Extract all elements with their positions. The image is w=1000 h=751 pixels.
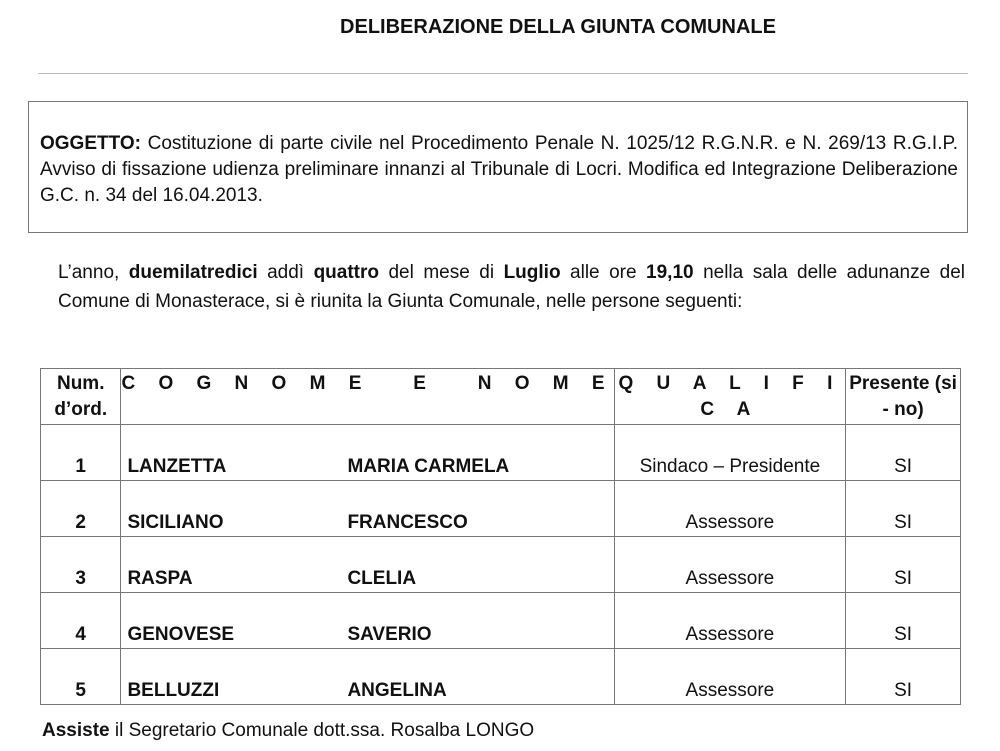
intro-text: del mese di bbox=[379, 262, 504, 283]
row-qualifica: Assessore bbox=[614, 537, 846, 593]
first-name: MARIA CARMELA bbox=[347, 456, 510, 477]
row-name bbox=[121, 680, 613, 702]
table-row bbox=[41, 425, 961, 481]
row-qualifica: Assessore bbox=[614, 481, 846, 537]
first-name: SAVERIO bbox=[347, 624, 432, 645]
day: quattro bbox=[313, 262, 379, 283]
year: duemilatredici bbox=[128, 262, 258, 283]
table-row bbox=[41, 649, 961, 705]
table-row bbox=[41, 537, 961, 593]
row-num: 4 bbox=[41, 593, 121, 649]
secretary-line bbox=[42, 720, 534, 742]
surname: LANZETTA bbox=[127, 456, 227, 477]
row-name bbox=[121, 512, 613, 534]
first-name: FRANCESCO bbox=[347, 512, 468, 533]
row-qualifica: Assessore bbox=[614, 649, 846, 705]
row-name bbox=[121, 456, 613, 478]
document-title: DELIBERAZIONE DELLA GIUNTA COMUNALE bbox=[340, 16, 776, 38]
header-qualifica: Q U A L I F I C A bbox=[614, 369, 846, 425]
row-num: 5 bbox=[41, 649, 121, 705]
row-name bbox=[121, 568, 613, 590]
row-num: 3 bbox=[41, 537, 121, 593]
intro-text: addì bbox=[257, 262, 314, 283]
subject-label: OGGETTO: bbox=[40, 133, 141, 154]
surname: GENOVESE bbox=[127, 624, 235, 645]
row-name bbox=[121, 624, 613, 646]
row-qualifica: Sindaco – Presidente bbox=[614, 425, 846, 481]
table-row bbox=[41, 593, 961, 649]
intro-text: nella sala delle adunanze del Comune di Monasterace, si è riunita la Giunta Comunale, nelle persone seguenti: bbox=[58, 262, 965, 312]
surname: RASPA bbox=[127, 568, 193, 589]
divider bbox=[38, 73, 968, 74]
intro-text: L’anno, bbox=[58, 262, 129, 283]
header-presente: Presente (si - no) bbox=[846, 369, 961, 425]
time: 19,10 bbox=[646, 262, 694, 283]
row-qualifica: Assessore bbox=[614, 593, 846, 649]
row-num: 1 bbox=[41, 425, 121, 481]
footer-bold: Assiste bbox=[42, 720, 110, 741]
row-num: 2 bbox=[41, 481, 121, 537]
subject-box bbox=[28, 101, 968, 233]
row-presente: SI bbox=[846, 537, 961, 593]
intro-text: alle ore bbox=[560, 262, 647, 283]
surname: SICILIANO bbox=[127, 512, 224, 533]
surname: BELLUZZI bbox=[127, 680, 220, 701]
first-name: CLELIA bbox=[347, 568, 417, 589]
subject-body: Costituzione di parte civile nel Procedimento Penale N. 1025/12 R.G.N.R. e N. 269/13 R.G.I.P. Avviso di fissazione udienza preliminare innanzi al Tribunale di Locri. Modifica ed Integrazione Deliberazione G.C. n. 34 del 16.04.2013. bbox=[40, 133, 958, 206]
attendance-table bbox=[40, 368, 961, 705]
table-header bbox=[41, 369, 961, 425]
subject-text bbox=[40, 131, 958, 209]
table-row bbox=[41, 481, 961, 537]
footer-text: il Segretario Comunale dott.ssa. Rosalba LONGO bbox=[109, 720, 535, 741]
row-presente: SI bbox=[846, 425, 961, 481]
intro-paragraph bbox=[58, 258, 965, 316]
header-num: Num. d’ord. bbox=[41, 369, 121, 425]
row-presente: SI bbox=[846, 593, 961, 649]
first-name: ANGELINA bbox=[347, 680, 447, 701]
month: Luglio bbox=[503, 262, 561, 283]
row-presente: SI bbox=[846, 481, 961, 537]
row-presente: SI bbox=[846, 649, 961, 705]
header-name: C O G N O M E E N O M E bbox=[121, 369, 614, 425]
